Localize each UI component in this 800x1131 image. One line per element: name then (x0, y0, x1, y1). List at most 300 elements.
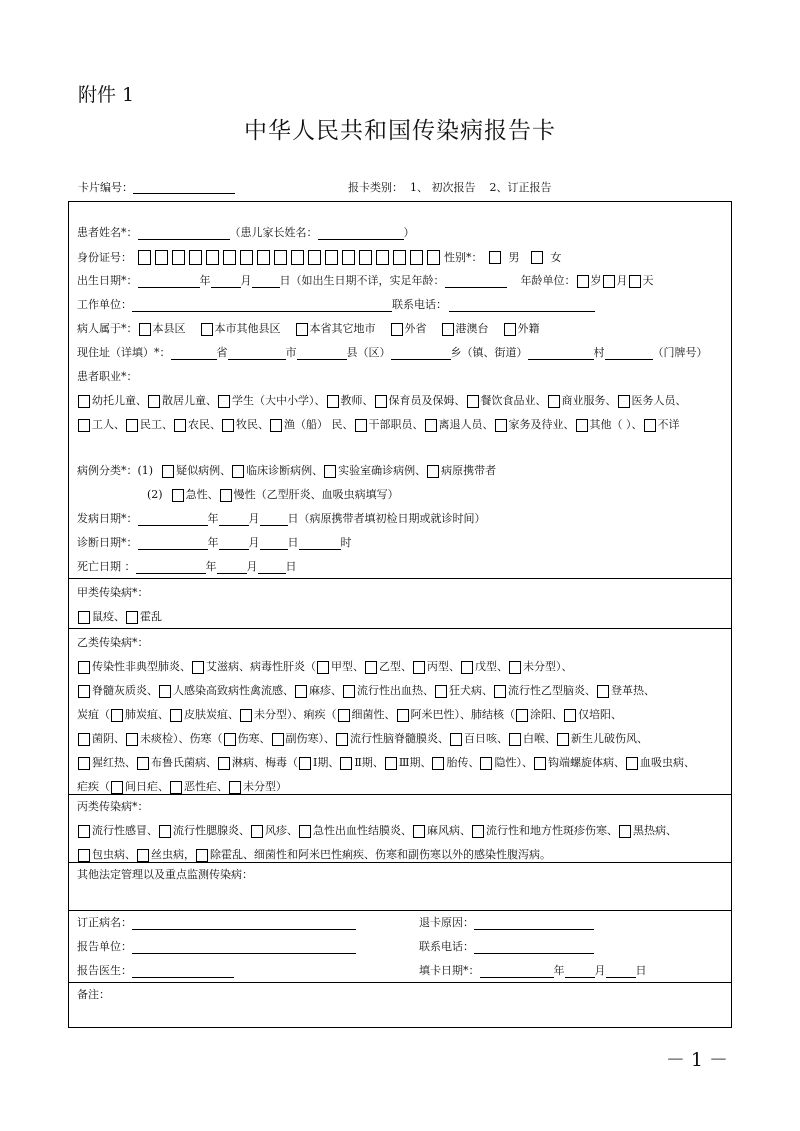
class-b-disease-label: 皮肤炭疽、 (184, 708, 239, 721)
belong-option-checkbox[interactable] (296, 323, 308, 336)
class-b-disease-checkbox[interactable] (450, 733, 462, 746)
fill-date-row (419, 964, 647, 978)
occupation-checkbox[interactable] (644, 419, 656, 432)
class-b-disease-item (271, 732, 336, 746)
age-unit-label: 年龄单位： (520, 274, 576, 287)
month-unit: 月 (246, 560, 258, 573)
case-type-checkbox[interactable] (220, 489, 232, 502)
class-b-disease-checkbox[interactable] (78, 733, 90, 746)
footer-phone-label: 联系电话： (419, 940, 474, 953)
belong-option-label: 本省其它地市 (309, 322, 376, 335)
county-input[interactable] (297, 347, 347, 360)
occupation-item (147, 394, 217, 408)
occupation-item (125, 418, 173, 432)
occupation-label: 家务及待业、 (508, 418, 575, 431)
class-b-row-4 (77, 732, 648, 746)
hour-unit: 时 (340, 536, 352, 549)
class-b-disease-checkbox[interactable] (159, 685, 171, 698)
class-b-disease-item (596, 684, 655, 698)
class-c-disease-checkbox[interactable] (472, 825, 484, 838)
occupation-label: 其他（ ）、 (589, 418, 643, 431)
birth-year-input[interactable] (138, 275, 200, 288)
other-diseases-label: 其他法定管理以及重点监测传染病： (77, 868, 253, 881)
death-day-input[interactable] (258, 561, 286, 574)
class-b-disease-label: 淋病、梅毒（ (232, 756, 298, 769)
belong-option-checkbox[interactable] (391, 323, 403, 336)
belong-option-item (441, 322, 489, 336)
onset-year-input[interactable] (138, 513, 208, 526)
class-a-disease-checkbox[interactable] (78, 611, 90, 624)
footer-phone-input[interactable] (474, 941, 594, 954)
patient-name-input[interactable] (138, 227, 230, 240)
class-c-disease-item (77, 848, 136, 862)
male-label: 男 (508, 250, 520, 264)
id-digit-box[interactable] (274, 250, 287, 265)
class-b-disease-item (508, 660, 573, 674)
paren-close: ） (403, 226, 415, 239)
province-input[interactable] (171, 347, 217, 360)
death-date-row (77, 560, 297, 574)
class-b-disease-checkbox[interactable] (126, 733, 138, 746)
belong-option-checkbox[interactable] (139, 323, 151, 336)
work-unit-label: 工作单位： (77, 298, 132, 311)
class-b-disease-checkbox[interactable] (229, 781, 241, 794)
class-b-disease-item (431, 756, 479, 770)
class-b-disease-checkbox[interactable] (397, 709, 409, 722)
diag-hour-input[interactable] (299, 537, 341, 550)
class-b-disease-label: 流行性出血热、 (357, 684, 434, 697)
remark-label: 备注： (77, 988, 110, 1001)
class-b-disease-checkbox[interactable] (111, 781, 123, 794)
class-b-disease-item (294, 684, 342, 698)
class-b-disease-checkbox[interactable] (626, 757, 638, 770)
class-b-disease-item (239, 708, 337, 722)
belong-option-checkbox[interactable] (442, 323, 454, 336)
belong-option-item (138, 322, 186, 336)
class-c-disease-checkbox[interactable] (251, 825, 263, 838)
class-b-disease-checkbox[interactable] (597, 685, 609, 698)
patient-name-label: 患者姓名*： (77, 226, 138, 239)
age-months-checkbox[interactable] (603, 275, 615, 288)
fill-year-input[interactable] (480, 965, 554, 978)
occupation-checkbox[interactable] (126, 419, 138, 432)
fill-month-input[interactable] (565, 965, 595, 978)
occupation-item (354, 418, 424, 432)
diagnosis-date-row (77, 536, 352, 550)
id-digit-box[interactable] (393, 250, 406, 265)
class-b-disease-checkbox[interactable] (192, 661, 204, 674)
class-b-disease-checkbox[interactable] (509, 661, 521, 674)
fill-day-input[interactable] (606, 965, 636, 978)
occupation-item (643, 418, 680, 432)
class-c-disease-item (158, 824, 250, 838)
case-class-item (426, 464, 496, 478)
class-b-disease-item (158, 684, 294, 698)
occupation-item (617, 394, 687, 408)
class-c-disease-checkbox[interactable] (137, 849, 149, 862)
class-a-disease-checkbox[interactable] (126, 611, 138, 624)
class-b-disease-checkbox[interactable] (494, 685, 506, 698)
class-b-disease-item (339, 756, 383, 770)
class-b-disease-checkbox[interactable] (413, 661, 425, 674)
class-b-disease-checkbox[interactable] (435, 685, 447, 698)
class-b-disease-checkbox[interactable] (534, 757, 546, 770)
report-card (68, 201, 732, 1028)
class-b-disease-item (342, 684, 434, 698)
class-b-disease-label: 登革热、 (611, 684, 655, 697)
city-unit: 市 (285, 346, 297, 359)
belong-option-item (390, 322, 427, 336)
class-b-disease-item (298, 756, 339, 770)
id-number-label: 身份证号： (77, 250, 132, 264)
town-input[interactable] (391, 347, 451, 360)
case-class-checkbox[interactable] (324, 465, 336, 478)
class-b-disease-checkbox[interactable] (240, 709, 252, 722)
belong-option-label: 外籍 (517, 322, 540, 335)
occupation-checkbox[interactable] (174, 419, 186, 432)
occupation-row-1 (77, 394, 687, 408)
class-b-disease-checkbox[interactable] (224, 733, 236, 746)
onset-month-input[interactable] (219, 513, 249, 526)
onset-day-input[interactable] (260, 513, 288, 526)
class-b-disease-label: 副伤寒）、 (285, 732, 335, 745)
class-b-disease-checkbox[interactable] (432, 757, 444, 770)
birth-date-label: 出生日期*： (77, 274, 138, 287)
id-digit-box[interactable] (189, 250, 202, 265)
occupation-label: 医务人员、 (631, 394, 687, 407)
class-b-disease-item (125, 732, 223, 746)
class-b-disease-label: 涂阳、 (530, 708, 563, 721)
class-b-disease-label: 未分型）、 (523, 660, 573, 673)
occupation-checkbox[interactable] (222, 419, 234, 432)
contact-phone-label: 联系电话： (392, 298, 447, 311)
class-c-disease-checkbox[interactable] (159, 825, 171, 838)
class-a-disease-item (125, 610, 162, 624)
report-doctor-input[interactable] (132, 965, 234, 978)
class-b-disease-item (191, 660, 316, 674)
village-input[interactable] (528, 347, 594, 360)
occupation-item (547, 394, 617, 408)
case-class-row-2 (147, 488, 399, 502)
class-c-disease-checkbox[interactable] (78, 849, 90, 862)
id-digit-box[interactable] (376, 250, 389, 265)
sex-label: 性别*： (444, 250, 483, 264)
id-digit-box[interactable] (308, 250, 321, 265)
occupation-item (424, 418, 494, 432)
revised-disease-input[interactable] (132, 917, 356, 930)
class-b-disease-label: 未分型） (243, 780, 287, 793)
class-b-disease-label: 白喉、 (523, 732, 556, 745)
class-b-disease-checkbox[interactable] (343, 685, 355, 698)
case-class-checkbox[interactable] (232, 465, 244, 478)
year-unit: 年 (205, 560, 217, 573)
case-class-2-options (171, 488, 399, 502)
occupation-label: 患者职业*： (77, 370, 138, 383)
class-b-disease-item (223, 732, 271, 746)
occupation-checkbox[interactable] (148, 395, 160, 408)
class-b-disease-label: Ⅰ期、 (313, 756, 340, 769)
class-a-disease-item (77, 610, 125, 624)
female-checkbox[interactable] (531, 251, 543, 264)
class-b-disease-checkbox[interactable] (516, 709, 528, 722)
class-b-disease-checkbox[interactable] (557, 733, 569, 746)
class-a-label: 甲类传染病*： (77, 586, 149, 599)
occupation-checkbox[interactable] (425, 419, 437, 432)
class-b-disease-label: 猩红热、 (92, 756, 136, 769)
class-b-disease-label: 阿米巴性）、肺结核（ (410, 708, 515, 721)
occupation-checkbox[interactable] (218, 395, 230, 408)
class-b-disease-checkbox[interactable] (336, 733, 348, 746)
belong-option-label: 港澳台 (455, 322, 489, 335)
class-c-disease-label: 流行性感冒、 (92, 824, 158, 837)
class-b-disease-label: 百日咳、 (464, 732, 508, 745)
case-class-label: 实验室确诊病例、 (338, 464, 427, 477)
case-type-label: 急性、 (185, 488, 219, 501)
age-years-checkbox[interactable] (577, 275, 589, 288)
id-digit-box[interactable] (240, 250, 253, 265)
belong-option-item (200, 322, 281, 336)
class-b-disease-item (384, 756, 432, 770)
class-b-disease-label: 血吸虫病、 (639, 756, 695, 769)
class-b-disease-checkbox[interactable] (509, 733, 521, 746)
class-a-disease-label: 霍乱 (140, 610, 162, 623)
class-c-disease-label: 包虫病、 (92, 848, 136, 861)
class-b-disease-item (77, 756, 136, 770)
class-b-disease-label: 菌阴、 (92, 732, 125, 745)
occupation-row-2 (77, 418, 680, 432)
occupation-checkbox[interactable] (270, 419, 282, 432)
class-c-disease-checkbox[interactable] (299, 825, 311, 838)
id-digit-box[interactable] (155, 250, 168, 265)
class-b-disease-label: 传染性非典型肺炎、 (92, 660, 191, 673)
id-digit-box[interactable] (410, 250, 423, 265)
male-checkbox[interactable] (489, 251, 501, 264)
class-b-disease-item (460, 660, 508, 674)
class-a-disease-label: 鼠疫、 (92, 610, 125, 623)
class-b-disease-label: 流行性脑脊髓膜炎、 (350, 732, 449, 745)
class-b-disease-checkbox[interactable] (317, 661, 329, 674)
death-year-input[interactable] (136, 561, 206, 574)
class-b-disease-checkbox[interactable] (272, 733, 284, 746)
class-b-disease-checkbox[interactable] (218, 757, 230, 770)
class-b-disease-checkbox[interactable] (461, 661, 473, 674)
class-b-disease-label: 伤寒、 (237, 732, 271, 745)
belong-option-checkbox[interactable] (201, 323, 213, 336)
occupation-label: 餐饮食品业、 (480, 394, 547, 407)
case-class-row-1 (77, 464, 496, 478)
case-type-label: 慢性（乙型肝炎、血吸虫病填写） (233, 488, 399, 501)
diag-day-input[interactable] (260, 537, 288, 550)
birth-day-input[interactable] (252, 275, 280, 288)
class-b-disease-checkbox[interactable] (299, 757, 311, 770)
class-c-disease-item (618, 824, 677, 838)
class-b-disease-label: 肺炭疽、 (125, 708, 169, 721)
occupation-checkbox[interactable] (576, 419, 588, 432)
class-b-disease-item (533, 756, 625, 770)
occupation-checkbox[interactable] (78, 419, 90, 432)
class-c-row-2 (77, 848, 551, 862)
class-b-disease-label: 麻疹、 (309, 684, 342, 697)
class-b-disease-label: 戊型、 (475, 660, 508, 673)
class-b-disease-item (169, 708, 239, 722)
work-unit-input[interactable] (132, 299, 392, 312)
class-b-disease-checkbox[interactable] (564, 709, 576, 722)
footer-phone-row (419, 940, 594, 954)
birth-note: （如出生日期不详，实足年龄： (290, 274, 445, 287)
occupation-checkbox[interactable] (548, 395, 560, 408)
class-b-disease-item (412, 660, 460, 674)
case-class-checkbox[interactable] (427, 465, 439, 478)
occupation-item (173, 418, 221, 432)
class-b-disease-item (335, 732, 449, 746)
class-b-disease-checkbox[interactable] (338, 709, 350, 722)
class-b-disease-checkbox[interactable] (78, 661, 90, 674)
occupation-checkbox[interactable] (375, 395, 387, 408)
attachment-label: 附件 1 (78, 84, 135, 106)
age-days-label: 天 (642, 274, 654, 287)
class-b-disease-label: 细菌性、 (351, 708, 396, 721)
malaria-label: 疟疾（ (77, 780, 110, 793)
class-b-disease-item (556, 732, 648, 746)
report-unit-input[interactable] (132, 941, 356, 954)
id-digit-box[interactable] (206, 250, 219, 265)
class-b-disease-label: 新生儿破伤风、 (571, 732, 648, 745)
divider (69, 862, 731, 863)
case-class-item (231, 464, 323, 478)
house-number-input[interactable] (605, 347, 653, 360)
class-b-disease-label: 恶性疟、 (184, 780, 228, 793)
class-b-disease-checkbox[interactable] (111, 709, 123, 722)
work-unit-row (77, 298, 595, 312)
class-c-disease-checkbox[interactable] (78, 825, 90, 838)
id-digit-box[interactable] (342, 250, 355, 265)
page-title: 中华人民共和国传染病报告卡 (244, 118, 556, 144)
class-b-disease-label: 艾滋病、病毒性肝炎（ (206, 660, 316, 673)
anthrax-label: 炭疽（ (77, 708, 110, 721)
case-type-checkbox[interactable] (172, 489, 184, 502)
occupation-checkbox[interactable] (495, 419, 507, 432)
class-b-disease-checkbox[interactable] (365, 661, 377, 674)
class-c-disease-label: 丝虫病， (151, 848, 195, 861)
parent-name-input[interactable] (318, 227, 404, 240)
occupation-item (466, 394, 547, 408)
occupation-item (217, 394, 326, 408)
id-digit-box[interactable] (138, 250, 151, 265)
reject-reason-row (419, 916, 594, 930)
town-unit: 乡（镇、街道） (450, 346, 528, 359)
id-digit-box[interactable] (325, 250, 338, 265)
report-doctor-row (77, 964, 234, 978)
case-class-checkbox[interactable] (162, 465, 174, 478)
class-c-disease-item (412, 824, 471, 838)
month-unit: 月 (594, 964, 606, 977)
id-digit-box[interactable] (223, 250, 236, 265)
belong-option-checkbox[interactable] (504, 323, 516, 336)
occupation-checkbox[interactable] (467, 395, 479, 408)
house-number-unit: （门牌号） (652, 346, 708, 359)
class-b-disease-checkbox[interactable] (295, 685, 307, 698)
divider (69, 628, 731, 629)
card-number-input[interactable] (133, 181, 235, 194)
id-digit-box[interactable] (427, 250, 440, 265)
class-b-disease-checkbox[interactable] (137, 757, 149, 770)
class-b-disease-item (77, 732, 125, 746)
reject-reason-input[interactable] (474, 917, 594, 930)
class-b-disease-item (364, 660, 412, 674)
occupation-item (221, 418, 269, 432)
class-b-disease-item (228, 780, 287, 794)
class-b-disease-checkbox[interactable] (340, 757, 352, 770)
report-doctor-label: 报告医生： (77, 964, 132, 977)
class-b-disease-item (337, 708, 396, 722)
occupation-checkbox[interactable] (618, 395, 630, 408)
class-b-disease-checkbox[interactable] (170, 709, 182, 722)
class-b-disease-checkbox[interactable] (170, 781, 182, 794)
age-input[interactable] (445, 275, 507, 288)
occupation-checkbox[interactable] (327, 395, 339, 408)
diag-year-input[interactable] (138, 537, 208, 550)
class-b-row-5 (77, 756, 695, 770)
belong-option-item (295, 322, 376, 336)
class-c-disease-checkbox[interactable] (413, 825, 425, 838)
id-digit-box[interactable] (172, 250, 185, 265)
page-number: － 1 － (665, 1049, 728, 1071)
class-c-disease-checkbox[interactable] (619, 825, 631, 838)
age-days-checkbox[interactable] (629, 275, 641, 288)
class-b-row-1 (77, 660, 573, 674)
divider (69, 910, 731, 911)
class-c-disease-item (471, 824, 618, 838)
city-input[interactable] (228, 347, 286, 360)
occupation-label: 牧民、 (236, 418, 269, 431)
class-c-disease-checkbox[interactable] (196, 849, 208, 862)
day-unit: 日 (285, 560, 297, 573)
occupation-label: 工人、 (92, 418, 125, 431)
occupation-label: 散居儿童、 (162, 394, 217, 407)
occupation-checkbox[interactable] (78, 395, 90, 408)
year-unit: 年 (207, 536, 219, 549)
occupation-item (326, 394, 374, 408)
class-b-disease-checkbox[interactable] (78, 757, 90, 770)
belong-label: 病人属于*： (77, 322, 138, 335)
village-unit: 村 (593, 346, 605, 359)
class-c-disease-label: 黑热病、 (633, 824, 677, 837)
report-unit-row (77, 940, 356, 954)
class-b-disease-label: 人感染高致病性禽流感、 (173, 684, 294, 697)
id-digit-box[interactable] (291, 250, 304, 265)
class-b-disease-label: 乙型、 (379, 660, 412, 673)
class-b-disease-checkbox[interactable] (385, 757, 397, 770)
id-digit-box[interactable] (359, 250, 372, 265)
month-unit: 月 (248, 536, 260, 549)
occupation-item (77, 418, 125, 432)
class-b-disease-checkbox[interactable] (78, 685, 90, 698)
class-b-disease-checkbox[interactable] (480, 757, 492, 770)
contact-phone-input[interactable] (449, 299, 595, 312)
diag-month-input[interactable] (219, 537, 249, 550)
class-b-disease-item (479, 756, 533, 770)
case-class-label: 疑似病例、 (176, 464, 232, 477)
case-class-item (161, 464, 231, 478)
birth-month-input[interactable] (211, 275, 241, 288)
class-b-disease-label: 脊髓灰质炎、 (92, 684, 158, 697)
death-month-input[interactable] (217, 561, 247, 574)
occupation-checkbox[interactable] (355, 419, 367, 432)
id-number-boxes[interactable] (138, 250, 444, 265)
id-digit-box[interactable] (257, 250, 270, 265)
belong-row (77, 322, 554, 336)
class-c-disease-item (136, 848, 195, 862)
